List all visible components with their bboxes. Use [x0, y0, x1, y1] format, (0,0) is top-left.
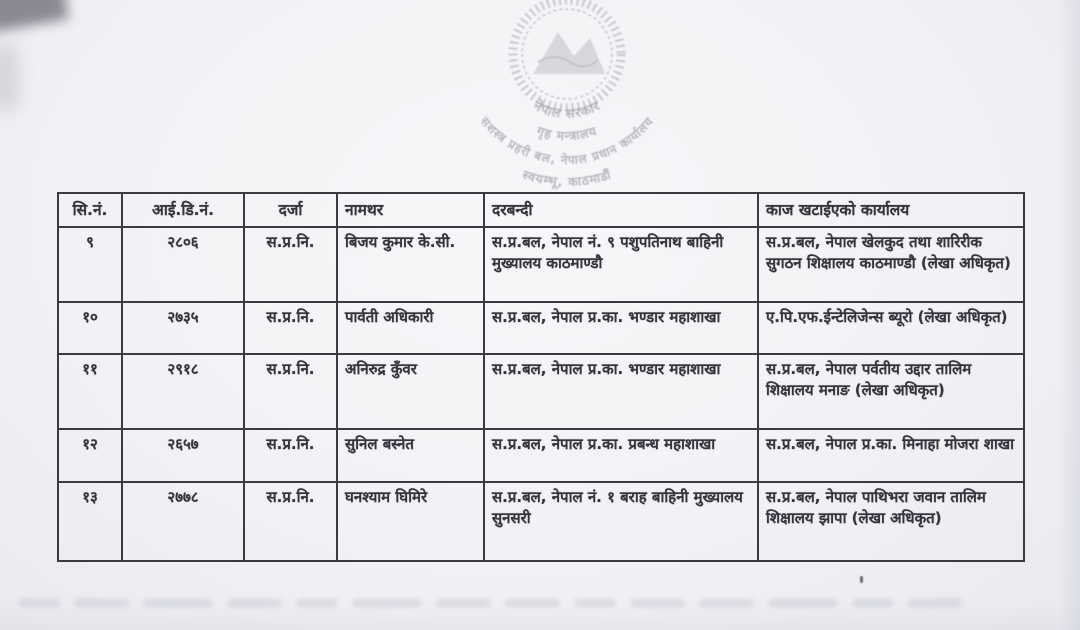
table-cell: स.प्र.बल, नेपाल नं. ९ पशुपतिनाथ बाहिनी मुख्यालय काठमाण्डौ: [484, 227, 758, 302]
table-cell: स.प्र.नि.: [244, 429, 337, 482]
column-header: नामथर: [337, 193, 484, 227]
table-cell: २७३५: [122, 302, 244, 354]
table-cell: स.प्र.नि.: [244, 482, 337, 561]
column-header: सि.नं.: [58, 193, 122, 227]
stamp-arc-text: नेपाल सरकार: [530, 98, 604, 123]
table-row: [58, 482, 1024, 561]
scan-corner-smudge: [0, 0, 69, 33]
table-cell: स.प्र.नि.: [244, 302, 337, 354]
table-cell: ११: [58, 354, 122, 429]
table-cell: २६५७: [122, 429, 244, 482]
table-cell: स.प्र.बल, नेपाल पाथिभरा जवान तालिम शिक्षालय झापा (लेखा अधिकृत): [758, 482, 1024, 561]
table-cell: १३: [58, 482, 122, 561]
table-cell: सुनिल बस्नेत: [337, 429, 484, 482]
table-header-row: [58, 193, 1024, 227]
column-header: काज खटाईएको कार्यालय: [758, 193, 1024, 227]
table-row: [58, 302, 1024, 354]
table-cell: बिजय कुमार के.सी.: [337, 227, 484, 302]
svg-text:नेपाल सरकार: [530, 97, 603, 122]
table-row: [58, 354, 1024, 429]
svg-text:गृह मन्त्रालय: [534, 123, 599, 144]
table-cell: अनिरुद्र कुँवर: [337, 354, 484, 429]
table-cell: स.प्र.बल, नेपाल प्र.का. प्रबन्ध महाशाखा: [484, 429, 758, 482]
column-header: दर्जा: [244, 193, 337, 227]
table-cell: २९१८: [122, 354, 244, 429]
scan-edge-smudge: [0, 46, 18, 110]
table-cell: पार्वती अधिकारी: [337, 302, 484, 354]
table-cell: स.प्र.बल, नेपाल प्र.का. भण्डार महाशाखा: [484, 302, 758, 354]
table-cell: २८०६: [122, 227, 244, 302]
table-cell: स.प्र.नि.: [244, 354, 337, 429]
stamp-arc-text: सशस्त्र प्रहरी बल, नेपाल प्रधान कार्यालय: [477, 114, 657, 168]
table-row: [58, 227, 1024, 302]
table-cell: स.प्र.बल, नेपाल खेलकुद तथा शारिरीक सुगठन शिक्षालय काठमाण्डौ (लेखा अधिकृत): [758, 227, 1024, 302]
table-cell: घनश्याम घिमिरे: [337, 482, 484, 561]
nepal-emblem-icon: [420, 0, 720, 196]
bleed-through-text: [18, 596, 1010, 610]
column-header: दरबन्दी: [484, 193, 758, 227]
svg-text:स्वयम्भू, काठमाडौं: [520, 166, 613, 189]
table-cell: स.प्र.बल, नेपाल प्र.का. मिनाहा मोजरा शाखा: [758, 429, 1024, 482]
table-cell: १०: [58, 302, 122, 354]
table-cell: ९: [58, 227, 122, 302]
scan-speck: [860, 576, 863, 583]
personnel-assignment-table: [57, 192, 1025, 562]
table-cell: ए.पि.एफ.ईन्टेलिजेन्स ब्यूरो (लेखा अधिकृत): [758, 302, 1024, 354]
government-seal-stamp: [420, 0, 720, 196]
stamp-arc-text: गृह मन्त्रालय: [535, 122, 599, 144]
table-cell: स.प्र.बल, नेपाल पर्वतीय उद्दार तालिम शिक्षालय मनाङ (लेखा अधिकृत): [758, 354, 1024, 429]
table-cell: १२: [58, 429, 122, 482]
table-cell: स.प्र.बल, नेपाल प्र.का. भण्डार महाशाखा: [484, 354, 758, 429]
column-header: आई.डि.नं.: [122, 193, 244, 227]
table-cell: स.प्र.बल, नेपाल नं. १ बराह बाहिनी मुख्यालय सुनसरी: [484, 482, 758, 561]
table-cell: स.प्र.नि.: [244, 227, 337, 302]
table-cell: २७७८: [122, 482, 244, 561]
stamp-arc-text: स्वयम्भू, काठमाडौं: [520, 166, 614, 190]
table-row: [58, 429, 1024, 482]
